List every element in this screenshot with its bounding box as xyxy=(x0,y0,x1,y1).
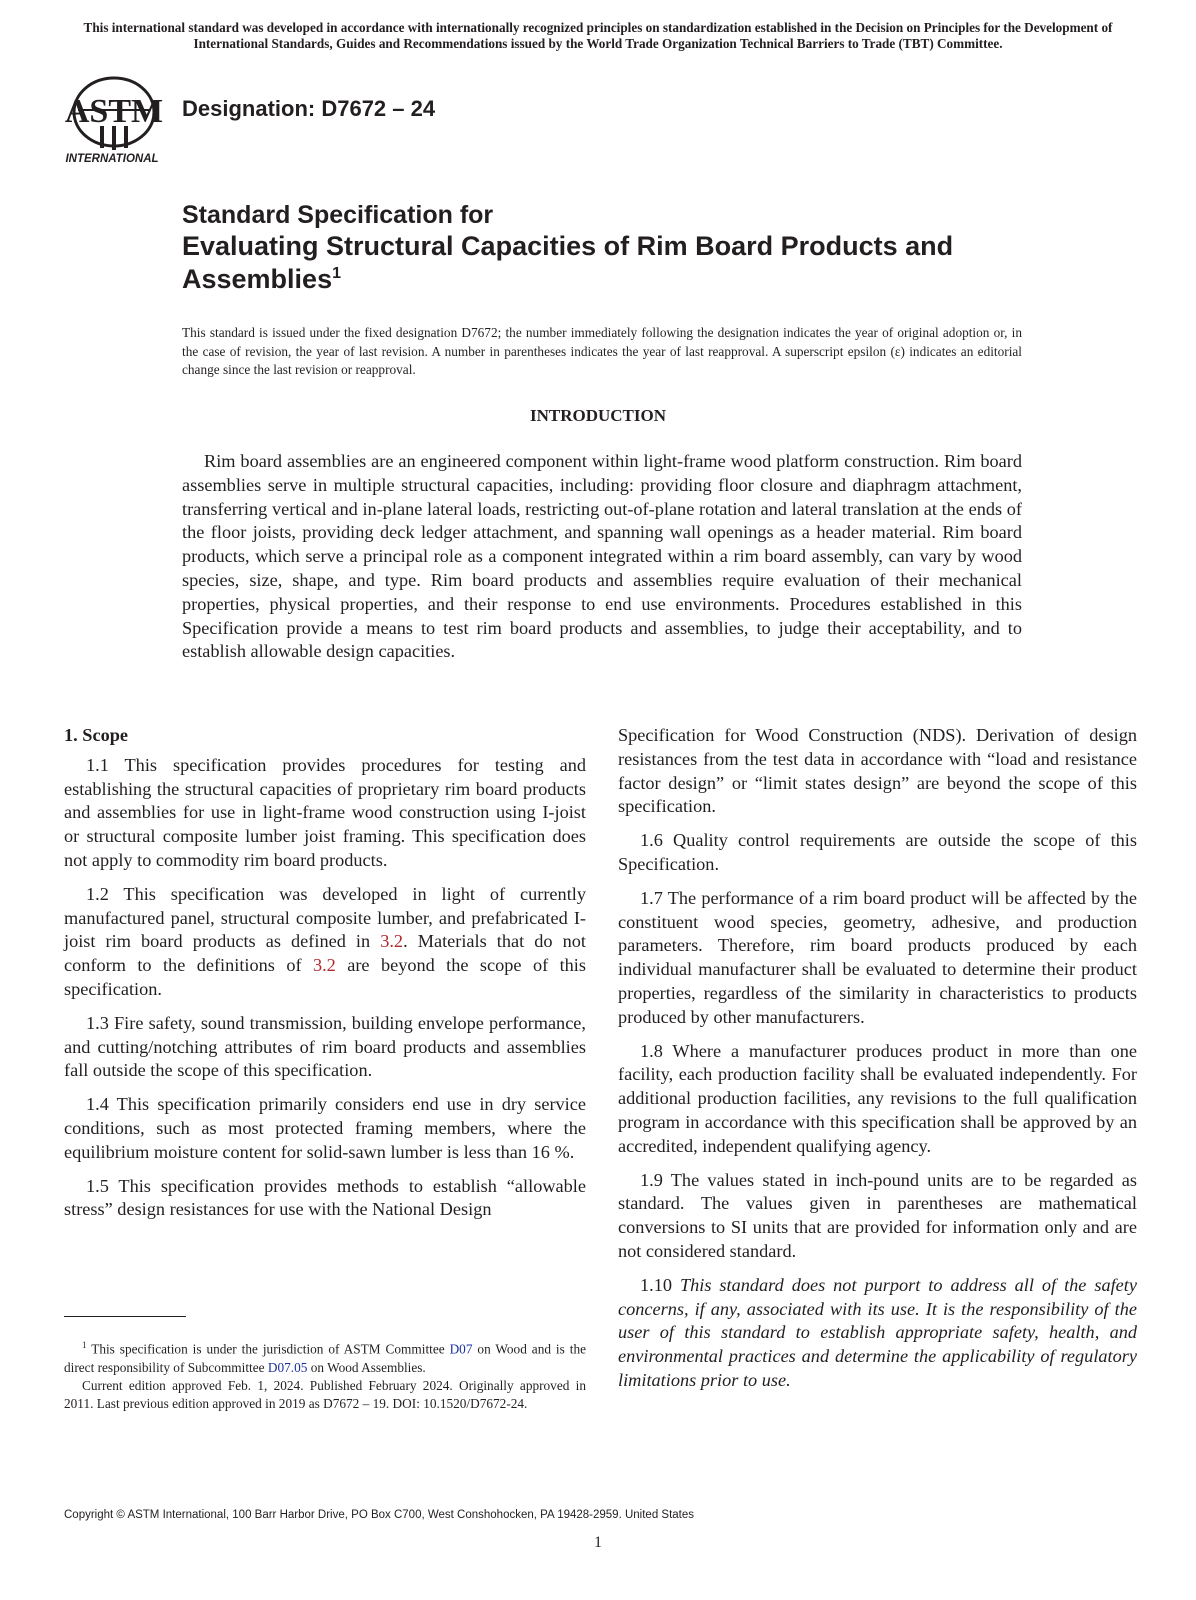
paragraph-1-6: 1.6 Quality control requirements are outside the scope of this Specification. xyxy=(618,830,1137,874)
designation: Designation: D7672 – 24 xyxy=(182,96,436,121)
title-text: Evaluating Structural Capacities of Rim Board Products and Assemblies xyxy=(182,231,954,294)
section-heading-scope: 1. Scope xyxy=(64,725,128,745)
page-number: 1 xyxy=(594,1534,602,1551)
logo-letters: ASTM xyxy=(64,93,164,130)
footnote-text-b: on Wood and is the direct responsibility of Subcommittee xyxy=(64,1341,586,1375)
astm-logo-icon xyxy=(64,70,168,166)
title-footnote-mark: 1 xyxy=(332,265,341,282)
section-link-3-2[interactable]: 3.2 xyxy=(380,931,404,952)
introduction-text: Rim board assemblies are an engineered component within light-frame wood platform construction. Rim board assemblies serve in multiple structural capacities, including: providing floor closure and diaphragm attachment, transferring vertical and in-plane lateral loads, restricting out-of-plane rotation and lateral translation at the ends of the floor joists, providing deck ledger attachment, and spanning wall openings as a header material. Rim board products, which serve a principal role as a component integrated within a rim board assembly, can vary by wood species, size, shape, and type. Rim board products and assemblies require evaluation of their mechanical properties, physical properties, and their response to end use environments. Procedures established in this Specification provide a means to test rim board products and assemblies, to judge their acceptability, and to establish allowable design capacities. xyxy=(182,451,1022,662)
paragraph-1-4: 1.4 This specification primarily considers end use in dry service conditions, such as most protected framing members, where the equilibrium moisture content for solid-sawn lumber is less than 16 %. xyxy=(64,1094,586,1162)
left-column xyxy=(64,724,586,1232)
footnote-mark: 1 xyxy=(82,1340,87,1350)
paragraph-1-5-start: 1.5 This specification provides methods to establish “allowable stress” design resistances for use with the National Design xyxy=(64,1175,586,1220)
footnote-jurisdiction xyxy=(64,1336,586,1377)
paragraph-1-9: 1.9 The values stated in inch-pound units are to be regarded as standard. The values given in parentheses are mathematical conversions to SI units that are provided for information only and are not considered standard. xyxy=(618,1169,1137,1261)
paragraph-1-2-text-a: 1.2 This specification was developed in light of currently manufactured panel, structural composite lumber, and prefabricated I-joist rim board products as defined in xyxy=(64,883,586,952)
footnote-edition: Current edition approved Feb. 1, 2024. Published February 2024. Originally approved in 2011. Last previous edition approved in 2019 as D7672 – 19. DOI: 10.1520/D7672-24. xyxy=(64,1377,586,1412)
paragraph-1-10-number: 1.10 xyxy=(640,1274,680,1295)
paragraph-1-10-text: This standard does not purport to address all of the safety concerns, if any, associated with its use. It is the responsibility of the user of this standard to establish appropriate safety, health, and environmental practices and determine the applicability of regulatory limitations prior to use. xyxy=(618,1274,1137,1390)
paragraph-1-10 xyxy=(618,1274,1137,1393)
introduction-heading: INTRODUCTION xyxy=(529,406,667,425)
title-line-1: Standard Specification for xyxy=(182,201,494,229)
footnote xyxy=(64,1336,586,1413)
footnote-divider xyxy=(64,1316,186,1317)
paragraph-1-5-continued: Specification for Wood Construction (NDS). Derivation of design resistances from the test data in accordance with “load and resistance factor design” or “limit states design” are beyond the scope of this specification. xyxy=(618,725,1137,817)
document-title xyxy=(182,200,1062,296)
subcommittee-link[interactable]: D07.05 xyxy=(267,1359,308,1375)
paragraph-1-2-text-c: are beyond the scope of this specification. xyxy=(64,955,586,999)
logo-subtitle: INTERNATIONAL xyxy=(65,153,159,165)
footnote-text-c: on Wood Assemblies. xyxy=(307,1359,426,1375)
paragraph-1-2-text-b: . Materials that do not conform to the definitions of xyxy=(64,931,586,976)
paragraph-1-3: 1.3 Fire safety, sound transmission, building envelope performance, and cutting/notching attributes of rim board products and assemblies fall outside the scope of this specification. xyxy=(64,1012,586,1081)
paragraph-1-1: 1.1 This specification provides procedures for testing and establishing the structural capacities of proprietary rim board products and assemblies for use in light-frame wood construction using I-joist or structural composite lumber joist framing. This specification does not apply to commodity rim board products. xyxy=(64,754,586,870)
paragraph-1-2 xyxy=(64,883,586,1002)
copyright-notice: Copyright © ASTM International, 100 Barr Harbor Drive, PO Box C700, West Conshohocken, PA 19428-2959. United States xyxy=(64,1509,695,1521)
issuance-note: This standard is issued under the fixed designation D7672; the number immediately following the designation indicates the year of original adoption or, in the case of revision, the year of last revision. A number in parentheses indicates the year of last reapproval. A superscript epsilon (ε) indicates an editorial change since the last revision or reapproval. xyxy=(182,325,1022,378)
committee-link[interactable]: D07 xyxy=(449,1341,473,1357)
footnote-text-a: This specification is under the jurisdiction of ASTM Committee xyxy=(86,1341,450,1357)
right-column xyxy=(618,724,1137,1403)
section-link-3-2[interactable]: 3.2 xyxy=(312,955,336,976)
paragraph-1-7: 1.7 The performance of a rim board product will be affected by the constituent wood species, geometry, adhesive, and production parameters. Therefore, rim board products produced by each individual manufacturer shall be evaluated to determine their product properties, regardless of the similarity in characteristics to products produced by other manufacturers. xyxy=(618,887,1137,1027)
header-notice: This international standard was developed in accordance with internationally recognized principles on standardization established in the Decision on Principles for the Development of International Standards, Guides and Recommendations issued by the World Trade Organization Technical Barriers to Trade (TBT) Committee. xyxy=(83,20,1113,51)
paragraph-1-8: 1.8 Where a manufacturer produces product in more than one facility, each production facility shall be evaluated independently. For additional production facilities, any revisions to the full qualification program in accordance with this specification shall be approved by an accredited, independent qualifying agency. xyxy=(618,1040,1137,1156)
title-line-2 xyxy=(182,230,1062,296)
